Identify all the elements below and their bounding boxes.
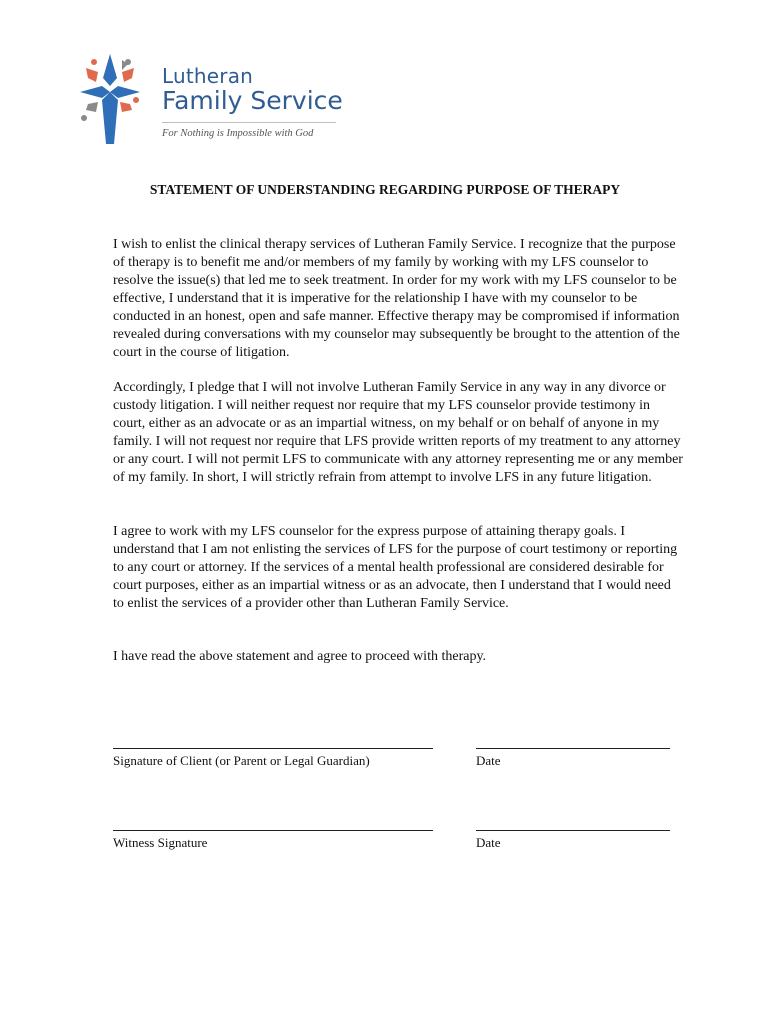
cross-logo-icon xyxy=(72,48,148,148)
witness-signature-label: Witness Signature xyxy=(113,835,208,850)
witness-date-line[interactable] xyxy=(476,830,670,831)
paragraph-therapy-goals: I agree to work with my LFS counselor for the express purpose of attaining therapy goals. I understand that I am not enlisting the services of LFS for the purpose of court testimony or reporting to any court or attorney. If the services of a mental health professional are considered desirable for court purposes, either as an impartial witness or as an advocate, then I understand that I would need to enlist the services of a provider other than Lutheran Family Service. xyxy=(113,524,678,611)
organization-logo xyxy=(72,48,342,152)
logo-divider xyxy=(162,122,336,123)
logo-name-line1: Lutheran xyxy=(162,64,254,88)
witness-signature-line[interactable] xyxy=(113,830,433,831)
document-title: STATEMENT OF UNDERSTANDING REGARDING PURPOSE OF THERAPY xyxy=(149,182,621,197)
client-date-line[interactable] xyxy=(476,748,670,749)
paragraph-enlist-services: I wish to enlist the clinical therapy services of Lutheran Family Service. I recognize that the purpose of therapy is to benefit me and/or members of my family by working with my LFS counselor to resolve the issue(s) that led me to seek treatment. In order for my work with my LFS counselor to be effective, I understand that it is imperative for the relationship I have with my counselor to be conducted in an honest, open and safe manner. Effective therapy may be compromised if information revealed during conversations with my counselor may subsequently be brought to the attention of the court in the course of litigation. xyxy=(113,237,680,360)
client-signature-line[interactable] xyxy=(113,748,433,749)
client-signature-label: Signature of Client (or Parent or Legal Guardian) xyxy=(113,753,370,768)
logo-tagline: For Nothing is Impossible with God xyxy=(162,128,314,139)
paragraph-litigation-pledge: Accordingly, I pledge that I will not involve Lutheran Family Service in any way in any divorce or custody litigation. I will neither request nor require that my LFS counselor provide testimony in court, either as an advocate or as an impartial witness, on my behalf or on behalf of anyone in my family. I will not request nor require that LFS provide written reports of my treatment to any attorney or any court. I will not permit LFS to communicate with any attorney representing me or any member of my family. In short, I will strictly refrain from attempt to involve LFS in any future litigation. xyxy=(113,380,683,485)
logo-name-line2: Family Service xyxy=(162,86,343,115)
paragraph-agreement: I have read the above statement and agree to proceed with therapy. xyxy=(113,649,487,664)
client-date-label: Date xyxy=(476,753,501,768)
witness-date-label: Date xyxy=(476,835,501,850)
